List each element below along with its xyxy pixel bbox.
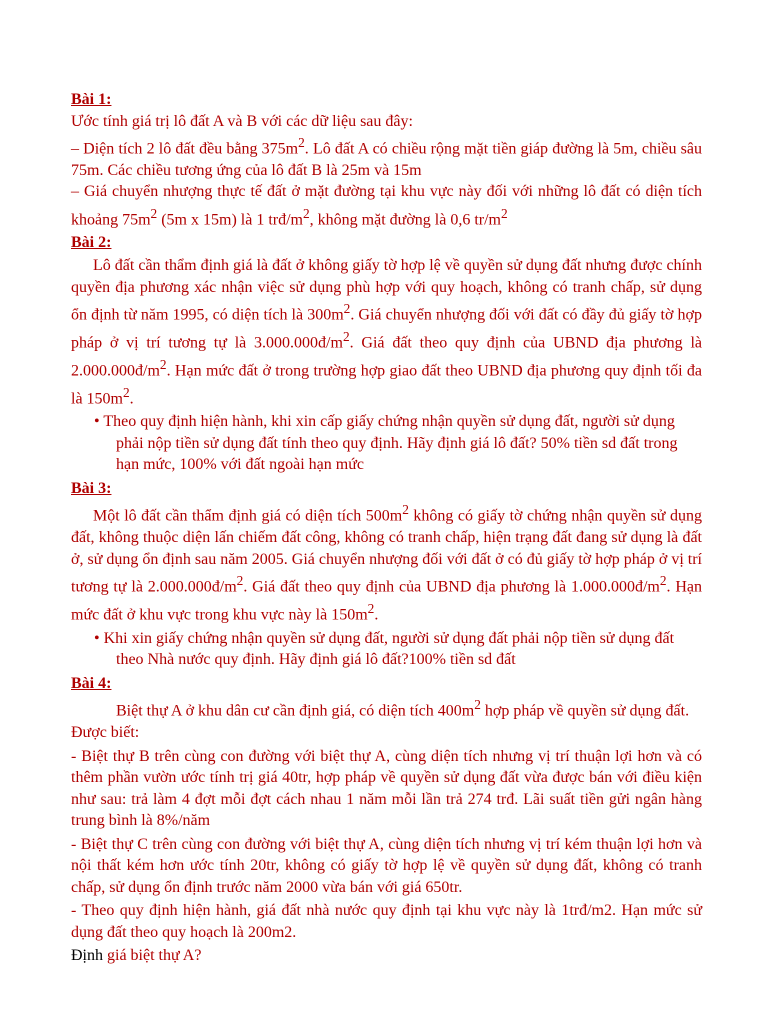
bai4-question: Định giá biệt thự A? [71, 947, 202, 965]
bai1-title: Bài 1: [71, 91, 112, 108]
bai1-item2: – Giá chuyển nhượng thực tế đất ở mặt đường tại khu vực này đối với những lô đất có diện tích khoảng $75m^2$ (5m x 15m) là 1 trđ/$m^2$, không mặt đường là 0,6 $tr/m^2$ [71, 183, 702, 229]
bai1-intro: Ước tính giá trị lô đất A và B với các dữ liệu sau đây: [71, 112, 413, 130]
bai4-title: Bài 4: [71, 674, 112, 692]
bai3-paragraph: Một lô đất cần thẩm định giá có diện tích $500m^2$ không có giấy tờ chứng nhận quyền sử dụng đất, không thuộc diện lấn chiếm đất công, không có tranh chấp, hiện trạng đất đang sử dụng là đất ở, sử dụng ổn định sau năm 2005. Giá chuyển nhượng đối với đất ở có đủ giấy tờ hợp pháp ở vị trí tương tự là $2.000.000đ/m^2$. Giá đất theo quy định của UBND địa phương là $1.000.000đ/m^2$. Hạn mức đất ở khu vực trong khu vực này là $150m^2$. [71, 502, 703, 624]
bai2-paragraph: Lô đất cần thẩm định giá là đất ở không giấy tờ hợp lệ về quyền sử dụng đất nhưng được chính quyền địa phương xác nhận việc sử dụng phù hợp với quy hoạch, không có tranh chấp, sử dụng ổn định từ năm 1995, có diện tích là $300m^2$. Giá chuyển nhượng đối với đất có đầy đủ giấy tờ hợp pháp ở vị trí tương tự là $3.000.000đ/m^2$. Giá đất theo quy định của UBND địa phương là $2.000.000đ/m^2$. Hạn mức đất ở trong trường hợp giao đất theo UBND địa phương quy định tối đa là $150m^2$. [71, 257, 703, 407]
bai2-title: Bài 2: [71, 233, 112, 251]
document-page [71, 88, 702, 967]
bai3-bullet: • Khi xin giấy chứng nhận quyền sử dụng đất, người sử dụng đất phải nộp tiền sử dụng đất theo Nhà nước quy định. Hãy định giá lô đất?100% tiền sd đất [94, 629, 675, 669]
bai4-paragraph: Biệt thự A ở khu dân cư cần định giá, có diện tích $400m^2$ hợp pháp về quyền sử dụng đất. [116, 697, 690, 720]
bai4-known: Được biết: [71, 724, 140, 742]
bai1-item1: – Diện tích 2 lô đất đều bằng $375m^2$. Lô đất A có chiều rộng mặt tiền giáp đường là 5m, chiều sâu 75m. Các chiều tương ứng của lô đất B là 25m và 15m [71, 135, 702, 179]
bai3-title: Bài 3: [71, 479, 112, 497]
bai4-item-b: - Biệt thự B trên cùng con đường với biệt thự A, cùng diện tích nhưng vị trí thuận lợi hơn và có thêm phần vườn ước tính trị giá 40tr, hợp pháp về quyền sử dụng đất vừa được bán với điều kiện như sau: trả làm 4 đợt mỗi đợt cách nhau 1 năm mỗi lần trả 274 trđ. Lãi suất tiền gửi ngân hàng trung bình là 8%/năm [71, 747, 702, 830]
bai4-item-regulation: - Theo quy định hiện hành, giá đất nhà nước quy định tại khu vực này là 1trđ/m2. Hạn mức sử dụng đất theo quy hoạch là 200m2. [71, 902, 702, 941]
bai4-item-c: - Biệt thự C trên cùng con đường với biệt thự A, cùng diện tích nhưng vị trí kém thuận lợi hơn và nội thất kém hơn ước tính 20tr, không có giấy tờ hợp lệ về quyền sử dụng đất, không có tranh chấp, sử dụng ổn định trước năm 2000 vừa bán với giá 650tr. [71, 835, 702, 896]
bai2-bullet: • Theo quy định hiện hành, khi xin cấp giấy chứng nhận quyền sử dụng đất, người sử dụng phải nộp tiền sử dụng đất tính theo quy định. Hãy định giá lô đất? 50% tiền sd đất trong hạn mức, 100% với đất ngoài hạn mức [94, 413, 678, 474]
